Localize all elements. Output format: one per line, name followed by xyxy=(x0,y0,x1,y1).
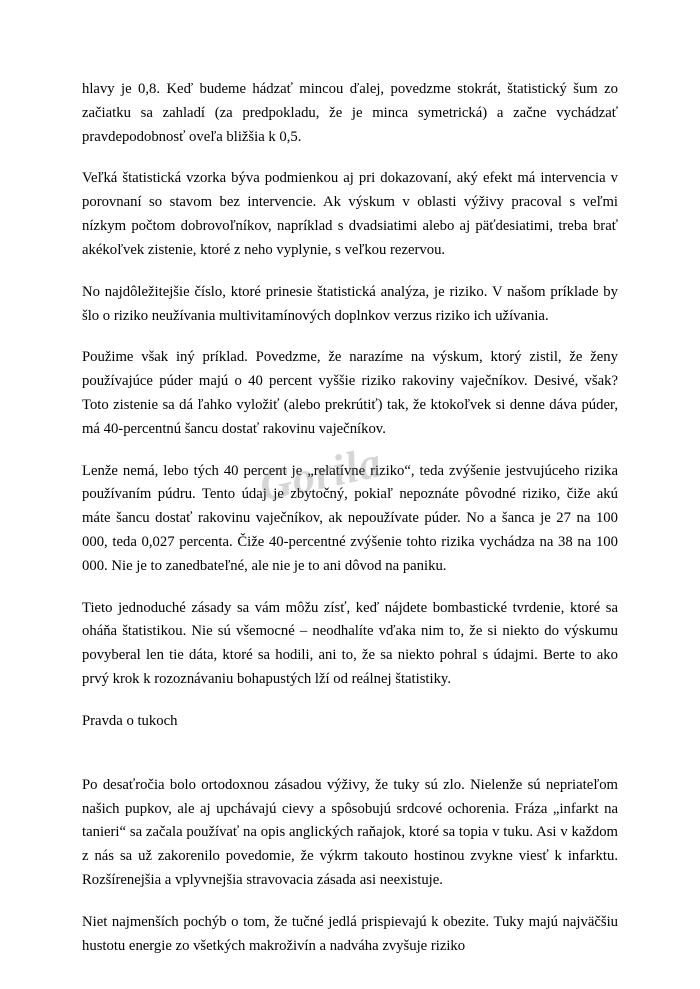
paragraph: Po desaťročia bolo ortodoxnou zásadou výživy, že tuky sú zlo. Nielenže sú nepriateľom našich pupkov, ale aj upchávajú cievy a spôsobujú srdcové ochorenia. Fráza „infarkt na tanieri“ sa začala používať na opis anglických raňajok, ktoré sa topia v tuku. Asi v každom z nás sa už zakorenilo povedomie, že výkrm takouto hostinou zvykne viesť k infarktu. Rozšírenejšia a vplyvnejšia stravovacia zásada asi neexistuje. xyxy=(82,776,618,888)
document-body xyxy=(82,78,618,958)
watermark-text: Gorila xyxy=(255,437,387,511)
paragraph: Tieto jednoduché zásady sa vám môžu zísť, keď nájdete bombastické tvrdenie, ktoré sa oháňa štatistikou. Nie sú všemocné – neodhalíte vďaka nim to, že si niekto do výskumu povyberal len tie dáta, ktoré sa hodili, ani to, že sa niekto pohral s údajmi. Berte to ako prvý krok k rozoznávaniu bohapustých lží od reálnej štatistiky. xyxy=(82,599,618,688)
paragraph: Veľká štatistická vzorka býva podmienkou aj pri dokazovaní, aký efekt má intervencia v porovnaní so stavom bez intervencie. Ak výskum v oblasti výživy pracoval s veľmi nízkym počtom dobrovoľníkov, napríklad s dvadsiatimi alebo aj päťdesiatimi, treba brať akékoľvek zistenie, ktoré z neho vyplynie, s veľkou rezervou. xyxy=(82,170,618,258)
paragraph: Lenže nemá, lebo tých 40 percent je „relatívne riziko“, teda zvýšenie jestvujúceho rizika používaním púdru. Tento údaj je zbytočný, pokiaľ nepoznáte pôvodné riziko, čiže akú máte šancu dostať rakovinu vaječníkov, ak nepoužívate púder. No a šanca je 27 na 100 000, teda 0,027 percenta. Čiže 40-percentné zvýšenie tohto rizika vychádza na 38 na 100 000. Nie je to zanedbateľné, ale nie je to ani dôvod na paniku. xyxy=(82,462,618,574)
paragraph: Niet najmenších pochýb o tom, že tučné jedlá prispievajú k obezite. Tuky majú najväčšiu hustotu energie zo všetkých makroživín a nadváha zvyšuje riziko xyxy=(82,913,618,954)
paragraph: hlavy je 0,8. Keď budeme hádzať mincou ďalej, povedzme stokrát, štatistický šum zo začiatku sa zahladí (za predpokladu, že je minca symetrická) a začne vychádzať pravdepodobnosť oveľa bližšia k 0,5. xyxy=(82,81,618,145)
paragraph: No najdôležitejšie číslo, ktoré prinesie štatistická analýza, je riziko. V našom príklade by šlo o riziko neužívania multivitamínových doplnkov verzus riziko ich užívania. xyxy=(82,283,618,324)
section-heading: Pravda o tukoch xyxy=(82,712,178,729)
paragraph: Použime však iný príklad. Povedzme, že narazíme na výskum, ktorý zistil, že ženy používajúce púder majú o 40 percent vyššie riziko rakoviny vaječníkov. Desivé, však? Toto zistenie sa dá ľahko vyložiť (alebo prekrútiť) tak, že ktokoľvek si denne dáva púder, má 40-percentnú šancu dostať rakovinu vaječníkov. xyxy=(82,349,618,437)
